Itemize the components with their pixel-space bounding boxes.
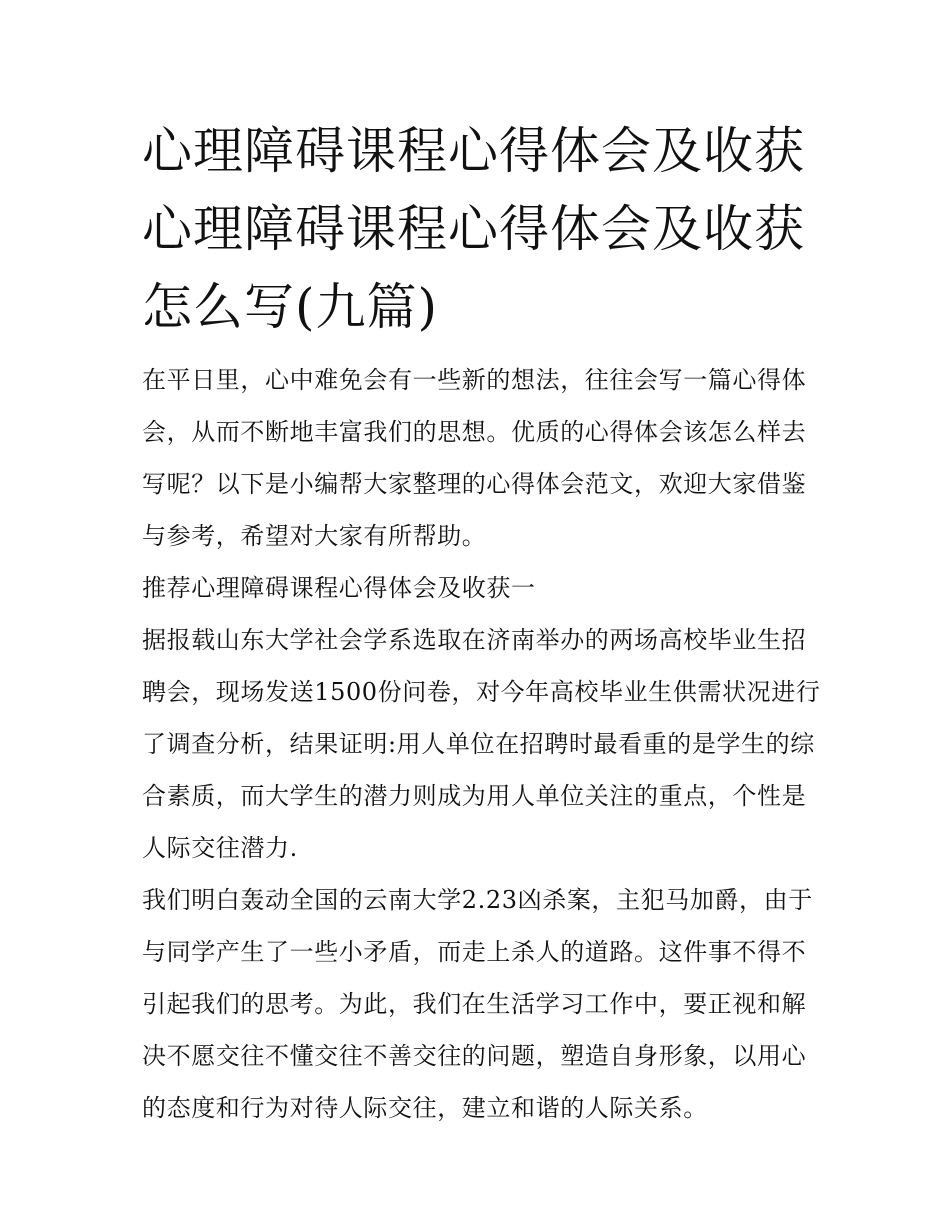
document-body: [142, 354, 822, 1134]
intro-paragraph: 在平日里，心中难免会有一些新的想法，往往会写一篇心得体会，从而不断地丰富我们的思想。优质的心得体会该怎么样去写呢？以下是小编帮大家整理的心得体会范文，欢迎大家借鉴与参考，希望对大家有所帮助。: [142, 366, 807, 550]
section-heading: 推荐心理障碍课程心得体会及收获一: [142, 574, 536, 602]
body-paragraph-2: 我们明白轰动全国的云南大学2.23凶杀案，主犯马加爵，由于与同学产生了一些小矛盾，而走上杀人的道路。这件事不得不引起我们的思考。为此，我们在生活学习工作中，要正视和解决不愿交往不懂交往不善交往的问题，塑造自身形象，以用心的态度和行为对待人际交往，建立和谐的人际关系。: [142, 886, 813, 1122]
body-paragraph-1: 据报载山东大学社会学系选取在济南举办的两场高校毕业生招聘会，现场发送1500份问卷，对今年高校毕业生供需状况进行了调查分析，结果证明:用人单位在招聘时最看重的是学生的综合素质，而大学生的潜力则成为用人单位关注的重点，个性是人际交往潜力.: [142, 626, 821, 862]
document-title: 心理障碍课程心得体会及收获 心理障碍课程心得体会及收获怎么写(九篇): [142, 122, 805, 336]
